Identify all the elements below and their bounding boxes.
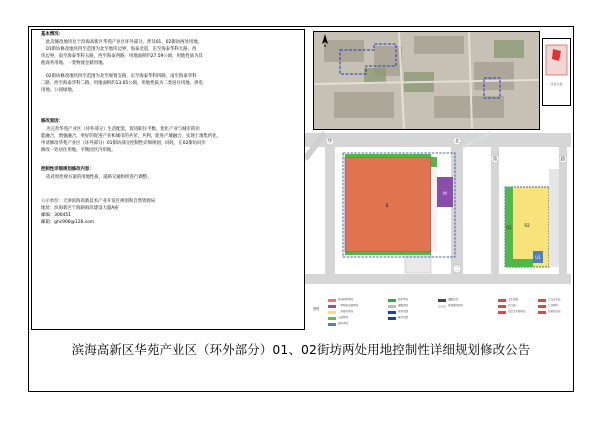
parcel-label: M: [443, 191, 447, 196]
road-label: 苑: [492, 156, 498, 163]
legend-swatch: [388, 311, 396, 314]
legend-label: 防护绿地: [398, 298, 409, 302]
basic-line: 他商务用地、一类物流仓储用地。: [41, 61, 107, 66]
map-legend: [312, 297, 571, 330]
contact-line: 公示单位：天津滨海高新技术产业开发区规划和自然资源局: [41, 199, 156, 204]
basic-line: 02街坊修改地块四至范围为北至规划支路，东至海泰华科四路，南至海泰华科: [46, 74, 197, 79]
reason-line: 申请修改华苑产业区（环外部分）01街坊部分控制性详细规划，同时，在02街坊同步: [41, 141, 206, 146]
legend-label: 规划建设用地: [448, 304, 464, 308]
basic-line: 01街坊修改地块四至范围为北至地块边界，海泰北道，东至海泰华科九路，西: [46, 47, 197, 52]
svg-text:N: N: [323, 44, 327, 47]
basic-heading: 基本情况：: [41, 32, 63, 37]
legend-swatch: [538, 311, 546, 314]
road-label: 北: [454, 138, 460, 145]
parcel-label: B: [385, 203, 389, 208]
legend-label: 道路用地: [398, 304, 409, 308]
legend-swatch: [388, 305, 396, 308]
legend-swatch: [538, 299, 546, 302]
legend-swatch: [328, 311, 336, 314]
legend-label: 文化设施: [508, 298, 519, 302]
info-panel: [31, 29, 305, 330]
basic-line: 块边界，南至海泰华科五路，西至海泰西路，用地面积约27.59公顷，用地性质为其: [41, 54, 203, 59]
parcel-label: U1: [535, 255, 541, 260]
legend-swatch: [388, 299, 396, 302]
legend-swatch: [328, 305, 336, 308]
legend-label: 幼儿园: [508, 304, 516, 308]
basic-line: 此次修改地块位于滨海高新区华苑产业区环外部分，涉及01、02街坊两处用地。: [46, 40, 203, 45]
road-label: 华: [327, 138, 333, 145]
legend-swatch: [328, 317, 336, 320]
legend-swatch: [498, 311, 506, 314]
legend-label: 其他商务用地: [338, 298, 354, 302]
legend-label: 规划范围: [398, 310, 409, 314]
legend-label: 供电用地: [338, 322, 349, 326]
legend-label: 一类物流仓储用地: [338, 304, 359, 308]
parcel-label: G1: [506, 225, 512, 230]
north-arrow-icon: [318, 33, 332, 47]
content-line: 依对原控规方案的用地性质，道路交通组织进行调整。: [46, 175, 152, 180]
legend-swatch: [498, 305, 506, 308]
legend-label: 公园绿地: [338, 316, 349, 320]
inset-svg: [543, 39, 570, 105]
contact-line: 邮箱：ghc906@126.com: [41, 220, 95, 225]
legend-swatch: [328, 299, 336, 302]
reason-line: 能融合，增强融合，更好的促进产业和城市的共荣，共利，促进产城融合，实现土地集约化，: [41, 134, 222, 139]
legend-swatch: [538, 305, 546, 308]
page-title: 滨海高新区华苑产业区（环外部分）01、02街坊两处用地控制性详细规划修改公告: [71, 342, 531, 357]
contact-line: 地址：滨海新区宁海路海洋建设大厦A座: [41, 206, 119, 211]
road-label: 二: [454, 266, 460, 273]
legend-swatch: [438, 305, 446, 308]
legend-swatch: [388, 317, 396, 320]
reason-heading: 修改原因：: [41, 119, 63, 124]
legend-label: 公交首末站: [548, 298, 561, 302]
legend-label: 二类居住用地: [338, 310, 354, 314]
legend-label: 修改范围: [398, 316, 409, 320]
location-inset-map: [542, 38, 571, 106]
basic-line: 二路，西至海泰华科二路，用地面积约13.05公顷，用地性质为二类居住用地、供电: [41, 81, 203, 86]
satellite-image: [313, 31, 540, 130]
road-label: 路: [560, 156, 566, 163]
legend-label: 道路红线: [448, 298, 459, 302]
legend-swatch: [438, 299, 446, 302]
inset-label: 区位示意: [550, 82, 563, 86]
reason-line: 为完善华苑产业区（环外部分）生活配套，促进职住平衡，优化产业与城市的功: [46, 127, 200, 132]
legend-label: 社区卫生服务站: [508, 310, 526, 314]
basic-line: 用地、公园绿地。: [41, 88, 77, 93]
satellite-svg: [314, 32, 539, 129]
legend-swatch: [328, 323, 336, 326]
north-arrow: [318, 32, 332, 51]
reason-line: 修改一处居住用地，平衡园区内用地。: [41, 148, 116, 153]
legend-label: 公共厕所: [548, 304, 559, 308]
legend-title: 图例: [313, 307, 320, 311]
content-heading: 控制性详细规划修改内容：: [41, 167, 94, 172]
legend-label: 垃圾转运站: [548, 310, 561, 314]
contact-line: 邮编：300451: [41, 213, 71, 218]
parcel-label: R2: [524, 223, 530, 228]
legend-swatch: [498, 299, 506, 302]
